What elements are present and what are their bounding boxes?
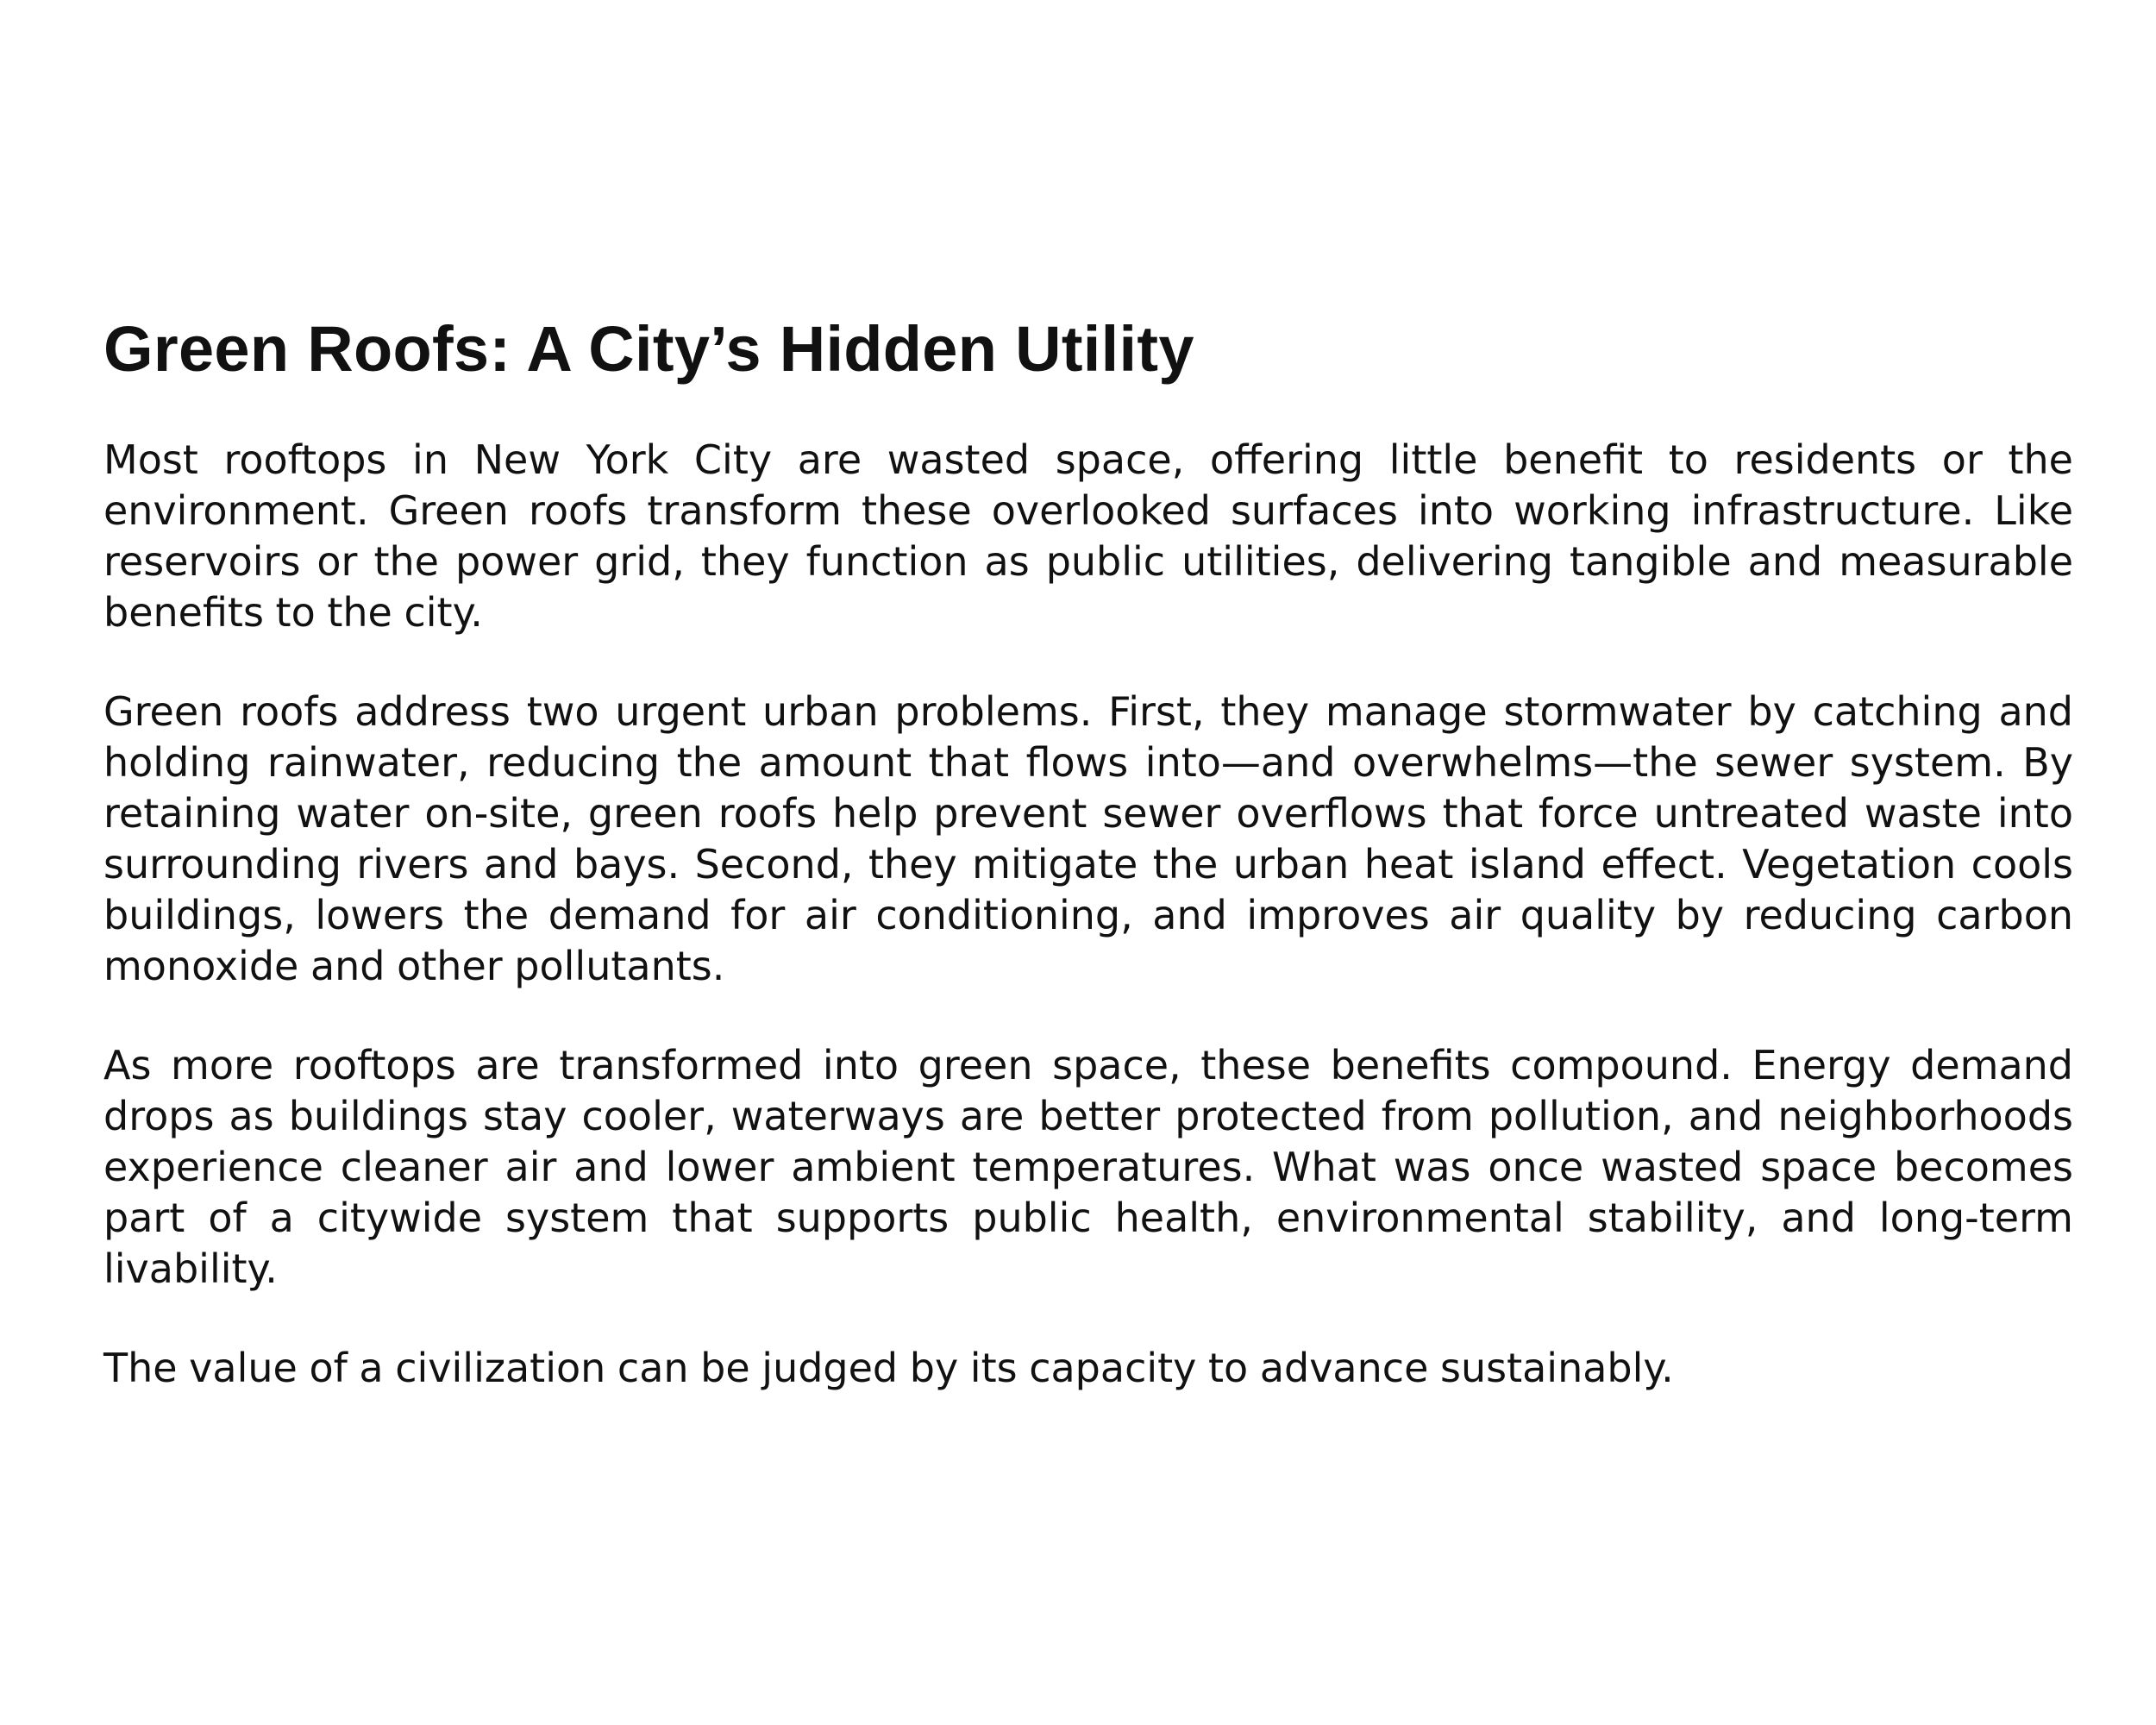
article — [103, 310, 2073, 1394]
article-title: Green Roofs: A City’s Hidden Utility — [103, 313, 1194, 385]
paragraph-closing: The value of a civilization can be judged by its capacity to advance sustainably. — [103, 1345, 1674, 1391]
paragraph-benefits: As more rooftops are transformed into green space, these benefits compound. Energy demand drops as buildings stay cooler, waterways are better protected from pollution, and neighborhoods experience cleaner air and lower ambient temperatures. What was once wasted space becomes part of a citywide system that supports public health, environmental stability, and long-term livability. — [103, 1042, 2073, 1292]
paragraph-intro: Most rooftops in New York City are wasted space, offering little benefit to residents or the environment. Green roofs transform these overlooked surfaces into working infrastructure. Like reservoirs or the power grid, they function as public utilities, delivering tangible and measurable benefits to the city. — [103, 436, 2073, 636]
paragraph-problems: Green roofs address two urgent urban problems. First, they manage stormwater by catching and holding rainwater, reducing the amount that flows into—and overwhelms—the sewer system. By retaining water on-site, green roofs help prevent sewer overflows that force untreated waste into surrounding rivers and bays. Second, they mitigate the urban heat island effect. Vegetation cools buildings, lowers the demand for air conditioning, and improves air quality by reducing carbon monoxide and other pollutants. — [103, 688, 2073, 989]
